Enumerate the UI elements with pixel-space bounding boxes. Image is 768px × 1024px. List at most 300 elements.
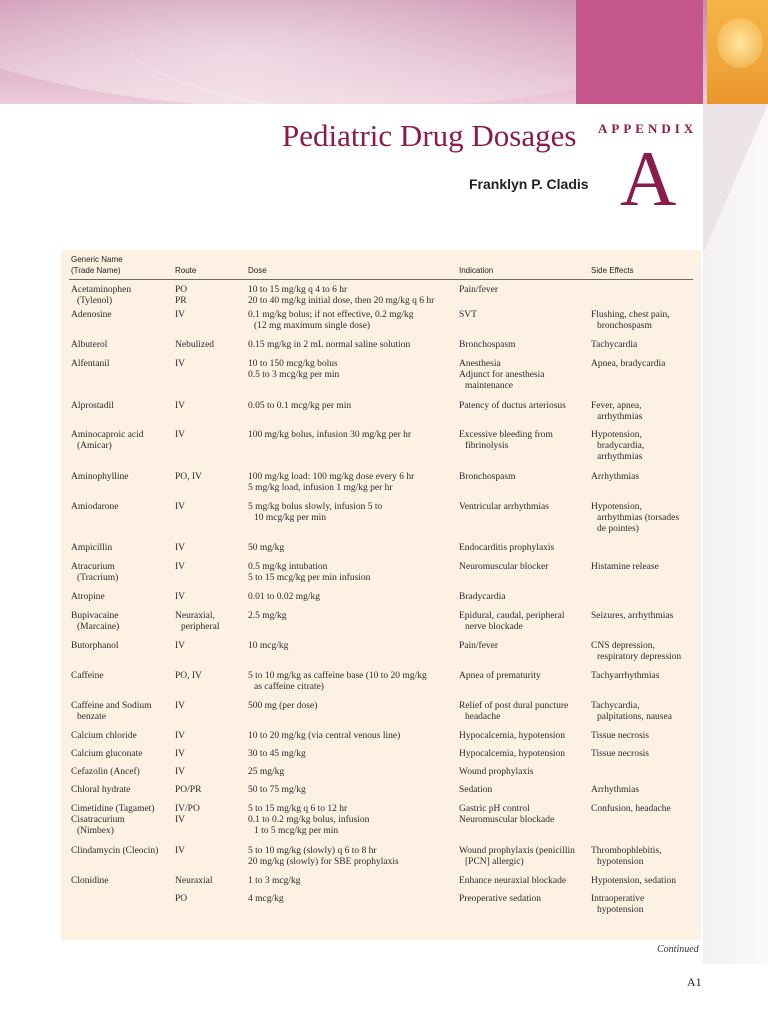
cell-line: PR [175,296,187,307]
cell-line: Amiodarone [71,501,119,512]
cell-line: Apnea, bradycardia [591,358,666,369]
cell-line: headache [465,711,501,722]
cell-line: (Amicar) [77,440,112,451]
cell-line: Excessive bleeding from [459,429,553,440]
cell-side-effects [589,430,693,472]
cell-line: Epidural, caudal, peripheral [459,610,565,621]
cell-line: Tissue necrosis [591,748,649,759]
cell-indication [457,562,589,592]
column-header-indication [457,250,589,280]
cell-dose [246,785,457,804]
cell-line: IV [175,429,186,440]
cell-dose [246,804,457,846]
cell-indication [457,804,589,846]
table-row [69,310,693,340]
cell-line: 100 mg/kg load: 100 mg/kg dose every 6 hr [248,471,415,482]
cell-line: IV [175,542,186,553]
column-header-line: Side Effects [591,266,634,275]
cell-line: 100 mg/kg bolus, infusion 30 mg/kg per hr [248,429,412,440]
cell-dose [246,401,457,430]
cell-indication [457,359,589,401]
cell-route [173,846,246,876]
cell-side-effects [589,671,693,701]
cell-line: 0.1 mg/kg bolus; if not effective, 0.2 mg/kg [248,309,414,320]
cell-line: 4 mcg/kg [248,893,284,904]
header-accent-pink [576,0,703,104]
cell-dose [246,543,457,562]
cell-dose [246,430,457,472]
cell-line: palpitations, nausea [597,711,672,722]
cell-line: Gastric pH control [459,803,530,814]
cell-generic-name [69,671,173,701]
cell-dose [246,846,457,876]
cell-line: IV [175,814,186,825]
cell-line: 25 mg/kg [248,766,285,777]
cell-line: peripheral [181,621,220,632]
cell-dose [246,731,457,749]
column-header-line: (Trade Name) [71,266,121,275]
cell-side-effects [589,767,693,785]
cell-line: Histamine release [591,561,659,572]
cell-indication [457,731,589,749]
author-name: Franklyn P. Cladis [469,176,589,192]
cell-dose [246,611,457,641]
table-body [69,280,693,924]
cell-indication [457,749,589,767]
cell-line: 1 to 5 mcg/kg per min [254,826,339,837]
cell-generic-name [69,767,173,785]
page-title: Pediatric Drug Dosages [282,118,577,153]
cell-line: IV [175,309,186,320]
cell-line: [PCN] allergic) [465,856,524,867]
cell-side-effects [589,611,693,641]
cell-line: (12 mg maximum single dose) [254,320,371,331]
table-row [69,280,693,310]
cell-route [173,749,246,767]
cell-line: Neuraxial [175,875,213,886]
cell-line: bradycardia, [597,440,645,451]
cell-line: Arrhythmias [591,784,640,795]
cell-dose [246,876,457,894]
cell-line: Hypocalcemia, hypotension [459,748,566,759]
cell-line: 30 to 45 mg/kg [248,748,306,759]
cell-line: IV [175,748,186,759]
cell-side-effects [589,876,693,894]
cell-line: Preoperative sedation [459,893,542,904]
cell-side-effects [589,894,693,924]
cell-indication [457,310,589,340]
cell-line: Anesthesia [459,358,501,369]
cell-line: arrhythmias (torsades [597,512,680,523]
cell-line: respiratory depression [597,651,682,662]
cell-indication [457,592,589,611]
table-row [69,731,693,749]
cell-side-effects [589,280,693,310]
drug-table-panel [61,250,701,940]
cell-line: Chloral hydrate [71,784,131,795]
cell-generic-name [69,472,173,502]
cell-line: Neuraxial, [175,610,215,621]
cell-side-effects [589,785,693,804]
cell-dose [246,472,457,502]
cell-indication [457,671,589,701]
cell-indication [457,641,589,671]
cell-side-effects [589,846,693,876]
cell-generic-name [69,701,173,731]
cell-line: Cimetidine (Tagamet) [71,803,155,814]
cell-line: Tachycardia [591,339,638,350]
cell-line: hypotension [597,904,644,915]
cell-indication [457,543,589,562]
cell-line: 0.01 to 0.02 mg/kg [248,591,321,602]
cell-line: Intraoperative [591,893,645,904]
cell-line: PO/PR [175,784,202,795]
cell-side-effects [589,701,693,731]
cell-line: Clonidine [71,875,109,886]
cell-route [173,543,246,562]
cell-side-effects [589,731,693,749]
cell-indication [457,767,589,785]
cell-line: Seizures, arrhythmias [591,610,674,621]
cell-line: Arrhythmias [591,471,640,482]
cell-line: IV [175,591,186,602]
cell-line: Acetaminophen [71,285,132,295]
table-row [69,701,693,731]
cell-route [173,310,246,340]
cell-generic-name [69,804,173,846]
cell-route [173,701,246,731]
cell-line: 1 to 3 mcg/kg [248,875,301,886]
cell-generic-name [69,401,173,430]
table-row [69,401,693,430]
cell-line: IV [175,845,186,856]
cell-generic-name [69,592,173,611]
cell-route [173,472,246,502]
cell-line: 5 mg/kg load, infusion 1 mg/kg per hr [248,482,393,493]
cell-generic-name [69,611,173,641]
cell-indication [457,894,589,924]
cell-line: Nebulized [175,339,215,350]
cell-line: 0.5 mg/kg intubation [248,561,328,572]
cell-line: Aminocaproic acid [71,429,144,440]
cell-generic-name [69,430,173,472]
cell-line: 0.1 to 0.2 mg/kg bolus, infusion [248,814,370,825]
cell-side-effects [589,749,693,767]
cell-line: Apnea of prematurity [459,670,541,681]
cell-line: SVT [459,309,477,320]
cell-line: hypotension [597,856,644,867]
cell-line: 20 mg/kg (slowly) for SBE prophylaxis [248,856,399,867]
table-row [69,804,693,846]
cell-route [173,731,246,749]
cell-line: Alfentanil [71,358,110,369]
cell-line: Aminophylline [71,471,129,482]
cell-line: Tachyarrhythmias [591,670,660,681]
cell-side-effects [589,502,693,543]
column-header-line: Generic Name [71,255,123,264]
appendix-letter: A [620,135,677,222]
cell-side-effects [589,804,693,846]
cell-line: 5 to 15 mg/kg q 6 to 12 hr [248,803,348,814]
cell-side-effects [589,472,693,502]
table-row [69,502,693,543]
cell-line: de pointes) [597,524,639,535]
cell-line: IV [175,640,186,651]
cell-route [173,671,246,701]
cell-line: Pain/fever [459,285,499,295]
cell-indication [457,430,589,472]
cell-route [173,804,246,846]
cell-line: Atropine [71,591,105,602]
cell-line: 5 mg/kg bolus slowly, infusion 5 to [248,501,383,512]
cell-generic-name [69,543,173,562]
cell-line: IV [175,561,186,572]
cell-line: (Tracrium) [77,572,119,583]
cell-route [173,876,246,894]
cell-line: Neuromuscular blocker [459,561,549,572]
right-margin-strip [703,104,768,964]
cell-side-effects [589,401,693,430]
cell-line: Bronchospasm [459,471,516,482]
cell-line: PO [175,893,188,904]
cell-line: 5 to 15 mcg/kg per min infusion [248,572,371,583]
table-row [69,846,693,876]
cell-generic-name [69,846,173,876]
column-header-line: Route [175,266,197,275]
column-header-route [173,250,246,280]
cell-generic-name [69,731,173,749]
cell-line: as caffeine citrate) [254,681,324,692]
cell-indication [457,280,589,310]
cell-line: Bronchospasm [459,339,516,350]
cell-indication [457,701,589,731]
cell-line: Neuromuscular blockade [459,814,555,825]
table-row [69,472,693,502]
cell-line: arrhythmias [597,452,643,463]
cell-route [173,641,246,671]
cell-side-effects [589,543,693,562]
cell-route [173,894,246,924]
cell-generic-name [69,280,173,310]
cell-side-effects [589,340,693,359]
cell-line: 0.05 to 0.1 mcg/kg per min [248,400,352,411]
page-number: A1 [687,975,702,989]
cell-line: Caffeine and Sodium [71,700,152,711]
cell-line: 10 to 150 mcg/kg bolus [248,358,338,369]
cell-line: Flushing, chest pain, [591,309,670,320]
cell-side-effects [589,562,693,592]
cell-line: nerve blockade [465,621,523,632]
cell-line: (Nimbex) [77,826,114,837]
cell-generic-name [69,340,173,359]
cell-line: IV [175,766,186,777]
cell-line: Calcium gluconate [71,748,143,759]
cell-line: 5 to 10 mg/kg as caffeine base (10 to 20 mg/kg [248,670,427,681]
cell-generic-name [69,641,173,671]
cell-line: Cefazolin (Ancef) [71,766,140,777]
cell-dose [246,280,457,310]
cell-route [173,611,246,641]
cell-side-effects [589,641,693,671]
cell-line: 10 to 20 mg/kg (via central venous line) [248,730,401,741]
table-row [69,749,693,767]
cell-line: Tissue necrosis [591,730,649,741]
cell-indication [457,401,589,430]
cell-dose [246,767,457,785]
cell-line: (Tylenol) [77,296,113,307]
table-row [69,340,693,359]
cell-route [173,502,246,543]
column-header-side-effects [589,250,693,280]
cell-line: Butorphanol [71,640,119,651]
cell-line: Ampicillin [71,542,113,553]
cell-line: Wound prophylaxis [459,766,534,777]
cell-side-effects [589,310,693,340]
cell-line: 0.5 to 3 mcg/kg per min [248,369,340,380]
cell-side-effects [589,592,693,611]
cell-line: Bupivacaine [71,610,119,621]
table-row [69,611,693,641]
appendix-label: APPENDIX [598,121,698,136]
cell-line: Thrombophlebitis, [591,845,662,856]
cell-dose [246,749,457,767]
cell-generic-name [69,502,173,543]
cell-route [173,280,246,310]
table-row [69,562,693,592]
cell-line: PO, IV [175,670,202,681]
cell-route [173,785,246,804]
cell-line: Calcium chloride [71,730,137,741]
cell-line: 50 to 75 mg/kg [248,784,306,795]
cell-dose [246,894,457,924]
cell-line: Alprostadil [71,400,114,411]
cell-route [173,562,246,592]
cell-generic-name [69,749,173,767]
cell-dose [246,592,457,611]
table-row [69,430,693,472]
cell-line: IV [175,700,186,711]
column-header-dose [246,250,457,280]
cell-line: Caffeine [71,670,104,681]
cell-line: IV [175,358,186,369]
cell-line: Hypotension, [591,429,642,440]
cell-line: 10 mcg/kg [248,640,289,651]
cell-line: (Marcaine) [77,621,120,632]
cell-line: Enhance neuraxial blockade [459,875,567,886]
cell-line: Endocarditis prophylaxis [459,542,555,553]
cell-route [173,401,246,430]
table-row [69,359,693,401]
cell-line: Adjunct for anesthesia [459,369,545,380]
cell-line: benzate [77,711,107,722]
cell-line: Bradycardia [459,591,506,602]
cell-generic-name [69,310,173,340]
cell-indication [457,876,589,894]
cell-line: 2.5 mg/kg [248,610,287,621]
column-header-line: Dose [248,266,267,275]
cell-line: bronchospasm [597,320,652,331]
cell-route [173,430,246,472]
cell-line: 50 mg/kg [248,542,285,553]
cell-route [173,592,246,611]
table-row [69,641,693,671]
cell-indication [457,340,589,359]
cell-line: IV [175,400,186,411]
cell-line: Albuterol [71,339,108,350]
cell-generic-name [69,359,173,401]
cell-line: 0.15 mg/kg in 2 mL normal saline solution [248,339,411,350]
cell-dose [246,701,457,731]
cell-line: Pain/fever [459,640,499,651]
cell-indication [457,472,589,502]
table-row [69,785,693,804]
cell-route [173,359,246,401]
cell-line: maintenance [465,381,514,392]
table-row [69,543,693,562]
cell-indication [457,785,589,804]
cell-line: 500 mg (per dose) [248,700,318,711]
table-header-row [69,250,693,280]
cell-generic-name [69,894,173,924]
cell-line: 10 to 15 mg/kg q 4 to 6 hr [248,285,348,295]
cell-route [173,767,246,785]
cell-line: IV [175,730,186,741]
cell-side-effects [589,359,693,401]
continued-note: Continued [657,944,699,955]
cell-dose [246,671,457,701]
cell-route [173,340,246,359]
cell-dose [246,310,457,340]
cell-line: Sedation [459,784,493,795]
cell-dose [246,502,457,543]
cell-generic-name [69,785,173,804]
cell-generic-name [69,562,173,592]
cell-line: Confusion, headache [591,803,671,814]
column-header-line: Indication [459,266,494,275]
cell-line: IV/PO [175,803,200,814]
cell-line: 5 to 10 mg/kg (slowly) q 6 to 8 hr [248,845,377,856]
cell-line: Hypotension, [591,501,642,512]
cell-line: Ventricular arrhythmias [459,501,549,512]
cell-dose [246,641,457,671]
table-row [69,876,693,894]
cell-line: Adenosine [71,309,112,320]
cell-line: Atracurium [71,561,115,572]
cell-indication [457,502,589,543]
cell-line: Wound prophylaxis (penicillin [459,845,575,856]
header-accent-orange [707,0,768,104]
cell-indication [457,846,589,876]
table-row [69,894,693,924]
cell-line: PO, IV [175,471,202,482]
cell-indication [457,611,589,641]
cell-line: Hypocalcemia, hypotension [459,730,566,741]
cell-line: Relief of post dural puncture [459,700,569,711]
table-row [69,592,693,611]
cell-dose [246,562,457,592]
cell-line: Tachycardia, [591,700,640,711]
cell-line: Hypotension, sedation [591,875,676,886]
cell-line: Patency of ductus arteriosus [459,400,566,411]
cell-dose [246,340,457,359]
cell-line: CNS depression, [591,640,655,651]
cell-generic-name [69,876,173,894]
cell-line: fibrinolysis [465,440,509,451]
cell-line: 20 to 40 mg/kg initial dose, then 20 mg/kg q 6 hr [248,296,435,307]
table-row [69,671,693,701]
cell-line: IV [175,501,186,512]
column-header-generic-name [69,250,173,280]
